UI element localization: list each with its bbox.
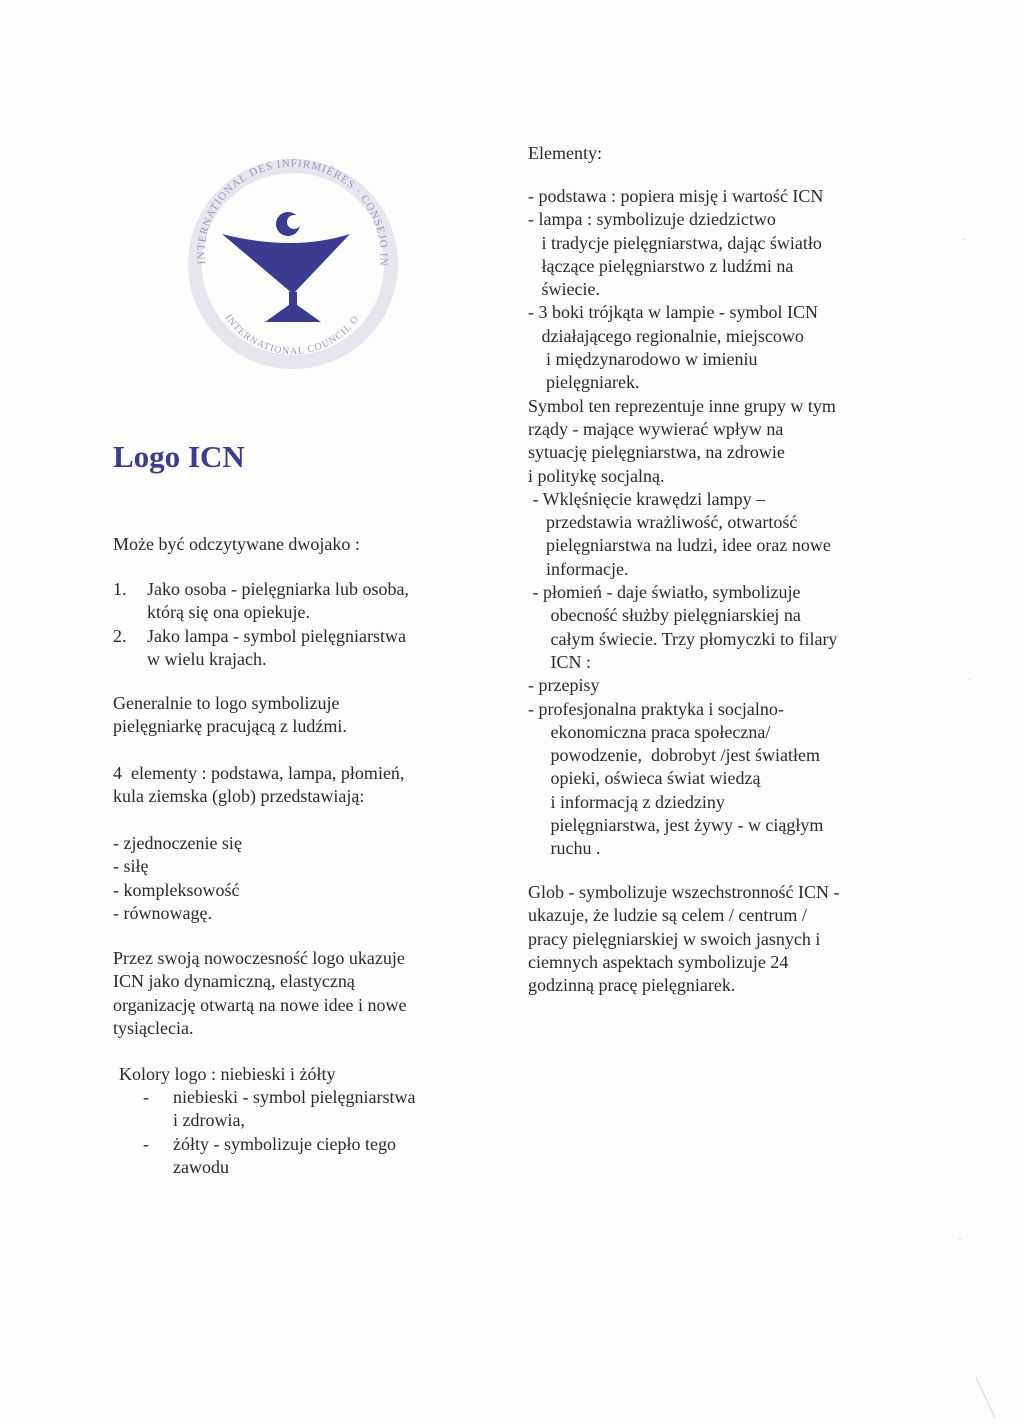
line: - przepisy bbox=[528, 675, 600, 696]
elements-intro: 4 elementy : podstawa, lampa, płomień, kula ziemska (glob) przedstawiają: bbox=[113, 763, 405, 807]
colors-title: Kolory logo : niebieski i żółty bbox=[119, 1064, 336, 1084]
scan-edge bbox=[976, 1377, 996, 1418]
item-text: Jako lampa - symbol pielęgniarstwa w wielu krajach. bbox=[147, 625, 406, 669]
list-item: - kompleksowość bbox=[113, 879, 240, 900]
line: pielęgniarstwa na ludzi, idee oraz nowe bbox=[528, 535, 831, 556]
color-item-blue bbox=[113, 1086, 493, 1133]
line: ekonomiczna praca społeczna/ bbox=[528, 721, 771, 742]
title-word: Logo bbox=[113, 439, 181, 474]
colors-list bbox=[113, 1086, 493, 1179]
line: świecie. bbox=[528, 279, 600, 300]
line: - płomień - daje światło, symbolizuje bbox=[528, 582, 801, 603]
color-text: żółty - symbolizuje ciepło tego zawodu bbox=[173, 1133, 396, 1177]
numbered-item-2 bbox=[113, 625, 493, 672]
line: - Wklęśnięcie krawędzi lampy – bbox=[528, 488, 766, 509]
line: - podstawa : popiera misję i wartość ICN bbox=[528, 186, 824, 206]
line: powodzenie, dobrobyt /jest światłem bbox=[528, 745, 820, 766]
line: i politykę socjalną. bbox=[528, 465, 665, 486]
line: - profesjonalna praktyka i socjalno- bbox=[528, 698, 784, 719]
scan-speck: · bbox=[968, 672, 972, 686]
line: pielęgniarstwa, jest żywy - w ciągłym bbox=[528, 815, 824, 836]
item-number: 2. bbox=[113, 625, 127, 646]
elements-list bbox=[113, 832, 242, 925]
numbered-item-1 bbox=[113, 578, 493, 625]
line: - 3 boki trójkąta w lampie - symbol ICN bbox=[528, 302, 818, 323]
list-item: - siłę bbox=[113, 856, 149, 877]
line: łączące pielęgniarstwo z ludźmi na bbox=[528, 255, 794, 276]
numbered-list bbox=[113, 578, 493, 671]
line: ICN : bbox=[528, 651, 591, 672]
line: i informacją z dziedziny bbox=[528, 791, 725, 812]
item-number: 1. bbox=[113, 579, 127, 599]
icn-lamp-logo-icon bbox=[185, 152, 400, 377]
elements-description bbox=[528, 185, 908, 861]
line: całym świecie. Trzy płomyczki to filary bbox=[528, 628, 838, 649]
list-item: - równowagę. bbox=[113, 902, 212, 923]
scan-speck: · bbox=[958, 1232, 962, 1246]
svg-text:INTERNATIONAL COUNCIL OF NURSE: INTERNATIONAL COUNCIL O bbox=[222, 312, 362, 358]
line: i tradycje pielęgniarstwa, dając światło bbox=[528, 232, 822, 253]
line: - lampa : symbolizuje dziedzictwo bbox=[528, 209, 776, 230]
item-text: Jako osoba - pielęgniarka lub osoba, którą się ona opiekuje. bbox=[147, 579, 409, 623]
line: i międzynarodowo w imieniu bbox=[528, 349, 758, 370]
line: informacje. bbox=[528, 558, 629, 579]
title-bold: ICN bbox=[187, 439, 245, 474]
line: działającego regionalnie, miejscowo bbox=[528, 325, 804, 346]
dash: - bbox=[143, 1133, 149, 1154]
modern-text: Przez swoją nowoczesność logo ukazuje ICN jako dynamiczną, elastyczną organizację otwartą na nowe idee i nowe tysiąclecia. bbox=[113, 948, 407, 1038]
elements-heading: Elementy: bbox=[528, 143, 602, 163]
line: sytuację pielęgniarstwa, na zdrowie bbox=[528, 442, 785, 463]
icn-logo bbox=[185, 152, 400, 377]
line: ruchu . bbox=[528, 838, 601, 859]
color-item-yellow bbox=[113, 1133, 493, 1180]
line: Symbol ten reprezentuje inne grupy w tym bbox=[528, 395, 836, 416]
page-title bbox=[113, 438, 245, 475]
scan-speck: · bbox=[962, 232, 966, 246]
glob-text: Glob - symbolizuje wszechstronność ICN - ukazuje, że ludzie są celem / centrum / pracy pielęgniarskiej w swoich jasnych i ciemnych aspektach symbolizuje 24 godzinną pracę pielęgniarek. bbox=[528, 882, 840, 996]
line: pielęgniarek. bbox=[528, 372, 640, 393]
general-text: Generalnie to logo symbolizuje pielęgniarkę pracującą z ludźmi. bbox=[113, 693, 347, 737]
dash: - bbox=[143, 1087, 149, 1107]
line: przedstawia wrażliwość, otwartość bbox=[528, 512, 798, 533]
list-item: - zjednoczenie się bbox=[113, 833, 242, 853]
line: rządy - mające wywierać wpływ na bbox=[528, 418, 784, 439]
color-text: niebieski - symbol pielęgniarstwa i zdrowia, bbox=[173, 1087, 416, 1131]
line: obecność służby pielęgniarskiej na bbox=[528, 605, 801, 626]
svg-text:INTERNATIONAL DES INFIRMIÈRES: INTERNATIONAL DES INFIRMIÈRES · CONSEJO IN bbox=[195, 157, 390, 268]
line: opieki, oświeca świat wiedzą bbox=[528, 768, 761, 789]
intro-text: Może być odczytywane dwojako : bbox=[113, 534, 360, 554]
